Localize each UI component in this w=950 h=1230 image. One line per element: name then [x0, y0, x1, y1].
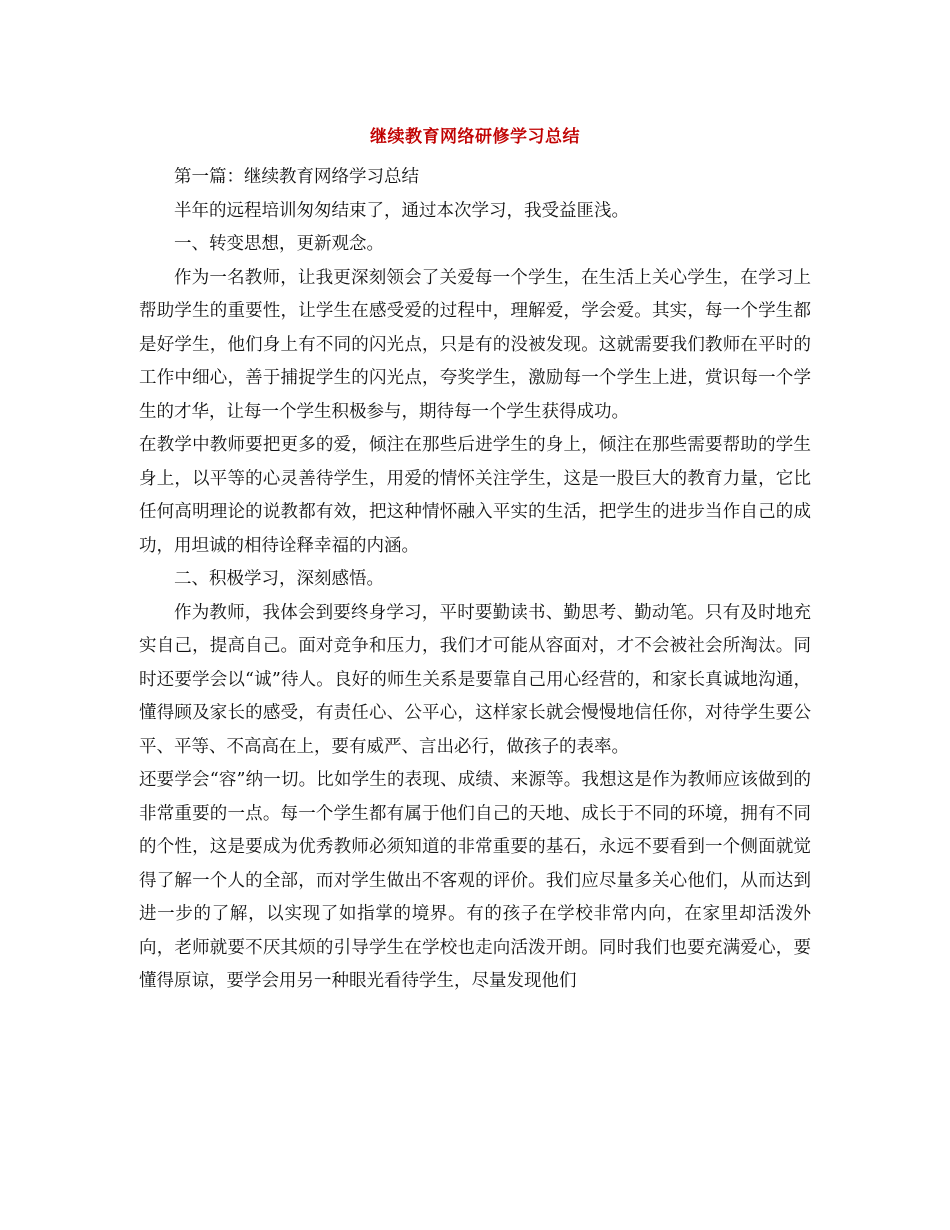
paragraph-love-for-lagging-students: 在教学中教师要把更多的爱，倾注在那些后进学生的身上，倾注在那些需要帮助的学生身上，以平等的心灵善待学生，用爱的情怀关注学生，这是一股巨大的教育力量，它比任何高明理论的说教都有效，把这种情怀融入平实的生活，把学生的进步当作自己的成功，用坦诚的相待诠释幸福的内涵。 — [139, 435, 811, 556]
section-heading-2: 二、积极学习，深刻感悟。 — [174, 569, 384, 589]
paragraph-intro: 半年的远程培训匆匆结束了，通过本次学习，我受益匪浅。 — [174, 200, 629, 221]
paragraph-tolerance: 还要学会“容”纳一切。比如学生的表现、成绩、来源等。我想这是作为教师应该做到的非常重要的一点。每一个学生都有属于他们自己的天地、成长于不同的环境，拥有不同的个性，这是要成为优秀教师必须知道的非常重要的基石，永远不要看到一个侧面就觉得了解一个人的全部，而对学生做出不客观的评价。我们应尽量多关心他们，从而达到进一步的了解，以实现了如指掌的境界。有的孩子在学校非常内向，在家里却活泼外向，老师就要不厌其烦的引导学生在学校也走向活泼开朗。同时我们也要充满爱心，要懂得原谅，要学会用另一种眼光看待学生，尽量发现他们 — [139, 770, 811, 991]
section-heading-part-one: 第一篇：继续教育网络学习总结 — [174, 167, 419, 187]
paragraph-care-for-students: 作为一名教师，让我更深刻领会了关爱每一个学生，在生活上关心学生，在学习上帮助学生的重要性，让学生在感受爱的过程中，理解爱，学会爱。其实，每一个学生都是好学生，他们身上有不同的闪光点，只是有的没被发现。这就需要我们教师在平时的工作中细心，善于捕捉学生的闪光点，夸奖学生，激励每一个学生上进，赏识每一个学生的才华，让每一个学生积极参与，期待每一个学生获得成功。 — [139, 267, 811, 422]
document-body — [139, 161, 811, 999]
document-title: 继续教育网络研修学习总结 — [370, 127, 580, 147]
section-heading-1: 一、转变思想，更新观念。 — [174, 234, 384, 254]
paragraph-lifelong-learning: 作为教师，我体会到要终身学习，平时要勤读书、勤思考、勤动笔。只有及时地充实自己，提高自己。面对竞争和压力，我们才可能从容面对，才不会被社会所淘汰。同时还要学会以“诚”待人。良好的师生关系是要靠自己用心经营的，和家长真诚地沟通，懂得顾及家长的感受，有责任心、公平心，这样家长就会慢慢地信任你，对待学生要公平、平等、不高高在上，要有威严、言出必行，做孩子的表率。 — [139, 602, 811, 757]
